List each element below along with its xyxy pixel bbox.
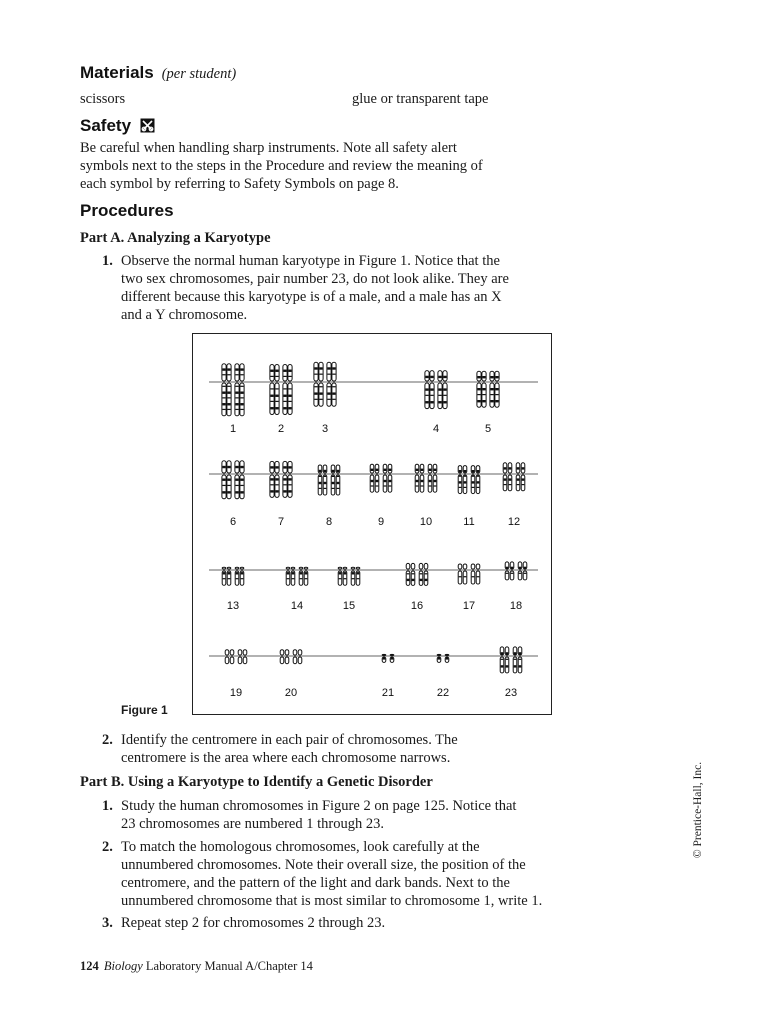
figure-label: Figure 1 [121,703,168,717]
chromosome-pair-2 [270,365,292,415]
step-line: 23 chromosomes are numbered 1 through 23. [121,816,384,832]
step-number: 2. [102,839,113,855]
page-footer [80,959,313,974]
karyotype-figure [192,333,552,715]
chromosome-label: 18 [509,600,523,612]
safety-heading-row [80,116,155,138]
chromosome-label: 13 [226,600,240,612]
step-line: two sex chromosomes, pair number 23, do not look alike. They are [121,271,509,287]
chromosome-pair-9 [370,464,392,492]
step-line: unnumbered chromosome that is most similar to chromosome 1, write 1. [121,893,543,909]
step-number: 1. [102,253,113,269]
safety-text [80,139,550,193]
chromosome-label: 11 [463,516,475,528]
step-line: To match the homologous chromosomes, look carefully at the [121,839,480,855]
book-subtitle: Laboratory Manual A/Chapter 14 [145,959,313,973]
chromosome-pair-23 [500,647,522,673]
step-line: Repeat step 2 for chromosomes 2 through 23. [121,915,386,931]
chromosome-label: 22 [436,687,450,699]
step-line: Identify the centromere in each pair of chromosomes. The [121,732,458,748]
karyotype-svg [193,334,551,714]
scissors-safety-icon [140,118,155,138]
chromosome-pair-19 [225,650,247,664]
step-number: 1. [102,798,113,814]
materials-heading-row [80,63,236,83]
step-line: and a Y chromosome. [121,307,248,323]
chromosome-label: 1 [229,423,237,435]
step-number: 3. [102,915,113,931]
chromosome-pair-8 [318,465,340,495]
chromosome-pair-6 [222,461,244,499]
step-line: centromere, and the pattern of the light and dark bands. Next to the [121,875,510,891]
chromosome-pair-7 [270,461,292,497]
page-number: 124 [80,959,99,973]
part-b-step-2 [102,838,591,910]
chromosome-pair-17 [458,564,480,584]
chromosome-pair-18 [505,562,527,580]
chromosome-pair-1 [222,364,244,416]
chromosome-pair-4 [425,371,447,409]
safety-line: Be careful when handling sharp instruments. Note all safety alert [80,140,457,156]
chromosome-pair-11 [458,466,480,494]
chromosome-pair-3 [314,362,336,406]
chromosome-label: 3 [321,423,329,435]
part-a-title: Part A. Analyzing a Karyotype [80,230,271,246]
step-line: centromere is the area where each chromosome narrows. [121,750,451,766]
step-line: Study the human chromosomes in Figure 2 on page 125. Notice that [121,798,517,814]
chromosome-label: 19 [229,687,243,699]
chromosome-label: 23 [504,687,518,699]
procedures-heading: Procedures [80,201,174,220]
copyright-credit: © Prentice-Hall, Inc. [692,761,704,859]
chromosome-label: 5 [484,423,492,435]
chromosome-label: 7 [277,516,285,528]
chromosome-label: 6 [229,516,237,528]
chromosome-label: 17 [462,600,476,612]
chromosome-pair-10 [415,464,437,492]
chromosome-label: 8 [325,516,333,528]
step-number: 2. [102,732,113,748]
chromosome-pairs [209,362,538,673]
chromosome-label: 14 [290,600,304,612]
chromosome-label: 16 [410,600,424,612]
materials-heading: Materials [80,63,154,82]
part-b-step-1 [102,797,581,833]
step-line: unnumbered chromosomes. Note their overall size, the position of the [121,857,526,873]
chromosome-label: 4 [432,423,440,435]
chromosome-label: 20 [284,687,298,699]
chromosome-label: 2 [277,423,285,435]
chromosome-label: 21 [381,687,395,699]
safety-line: symbols next to the steps in the Procedure and review the meaning of [80,158,483,174]
part-b-title: Part B. Using a Karyotype to Identify a Genetic Disorder [80,774,433,790]
part-b-step-3 [102,914,561,932]
chromosome-pair-20 [280,650,302,664]
chromosome-label: 15 [342,600,356,612]
safety-heading: Safety [80,116,132,135]
chromosome-label: 9 [377,516,385,528]
chromosome-label: 10 [419,516,433,528]
part-a-step-1 [102,252,561,324]
material-item-glue: glue or transparent tape [352,91,489,107]
step-line: different because this karyotype is of a male, and a male has an X [121,289,502,305]
step-line: Observe the normal human karyotype in Figure 1. Notice that the [121,253,500,269]
safety-line: each symbol by referring to Safety Symbols on page 8. [80,176,399,192]
chromosome-pair-5 [477,371,499,407]
material-item-scissors: scissors [80,91,126,107]
part-a-step-2 [102,731,561,767]
materials-note: (per student) [161,66,237,82]
chromosome-label: 12 [507,516,521,528]
book-title: Biology [103,959,143,973]
chromosome-pair-12 [503,463,525,491]
chromosome-pair-16 [406,563,428,585]
